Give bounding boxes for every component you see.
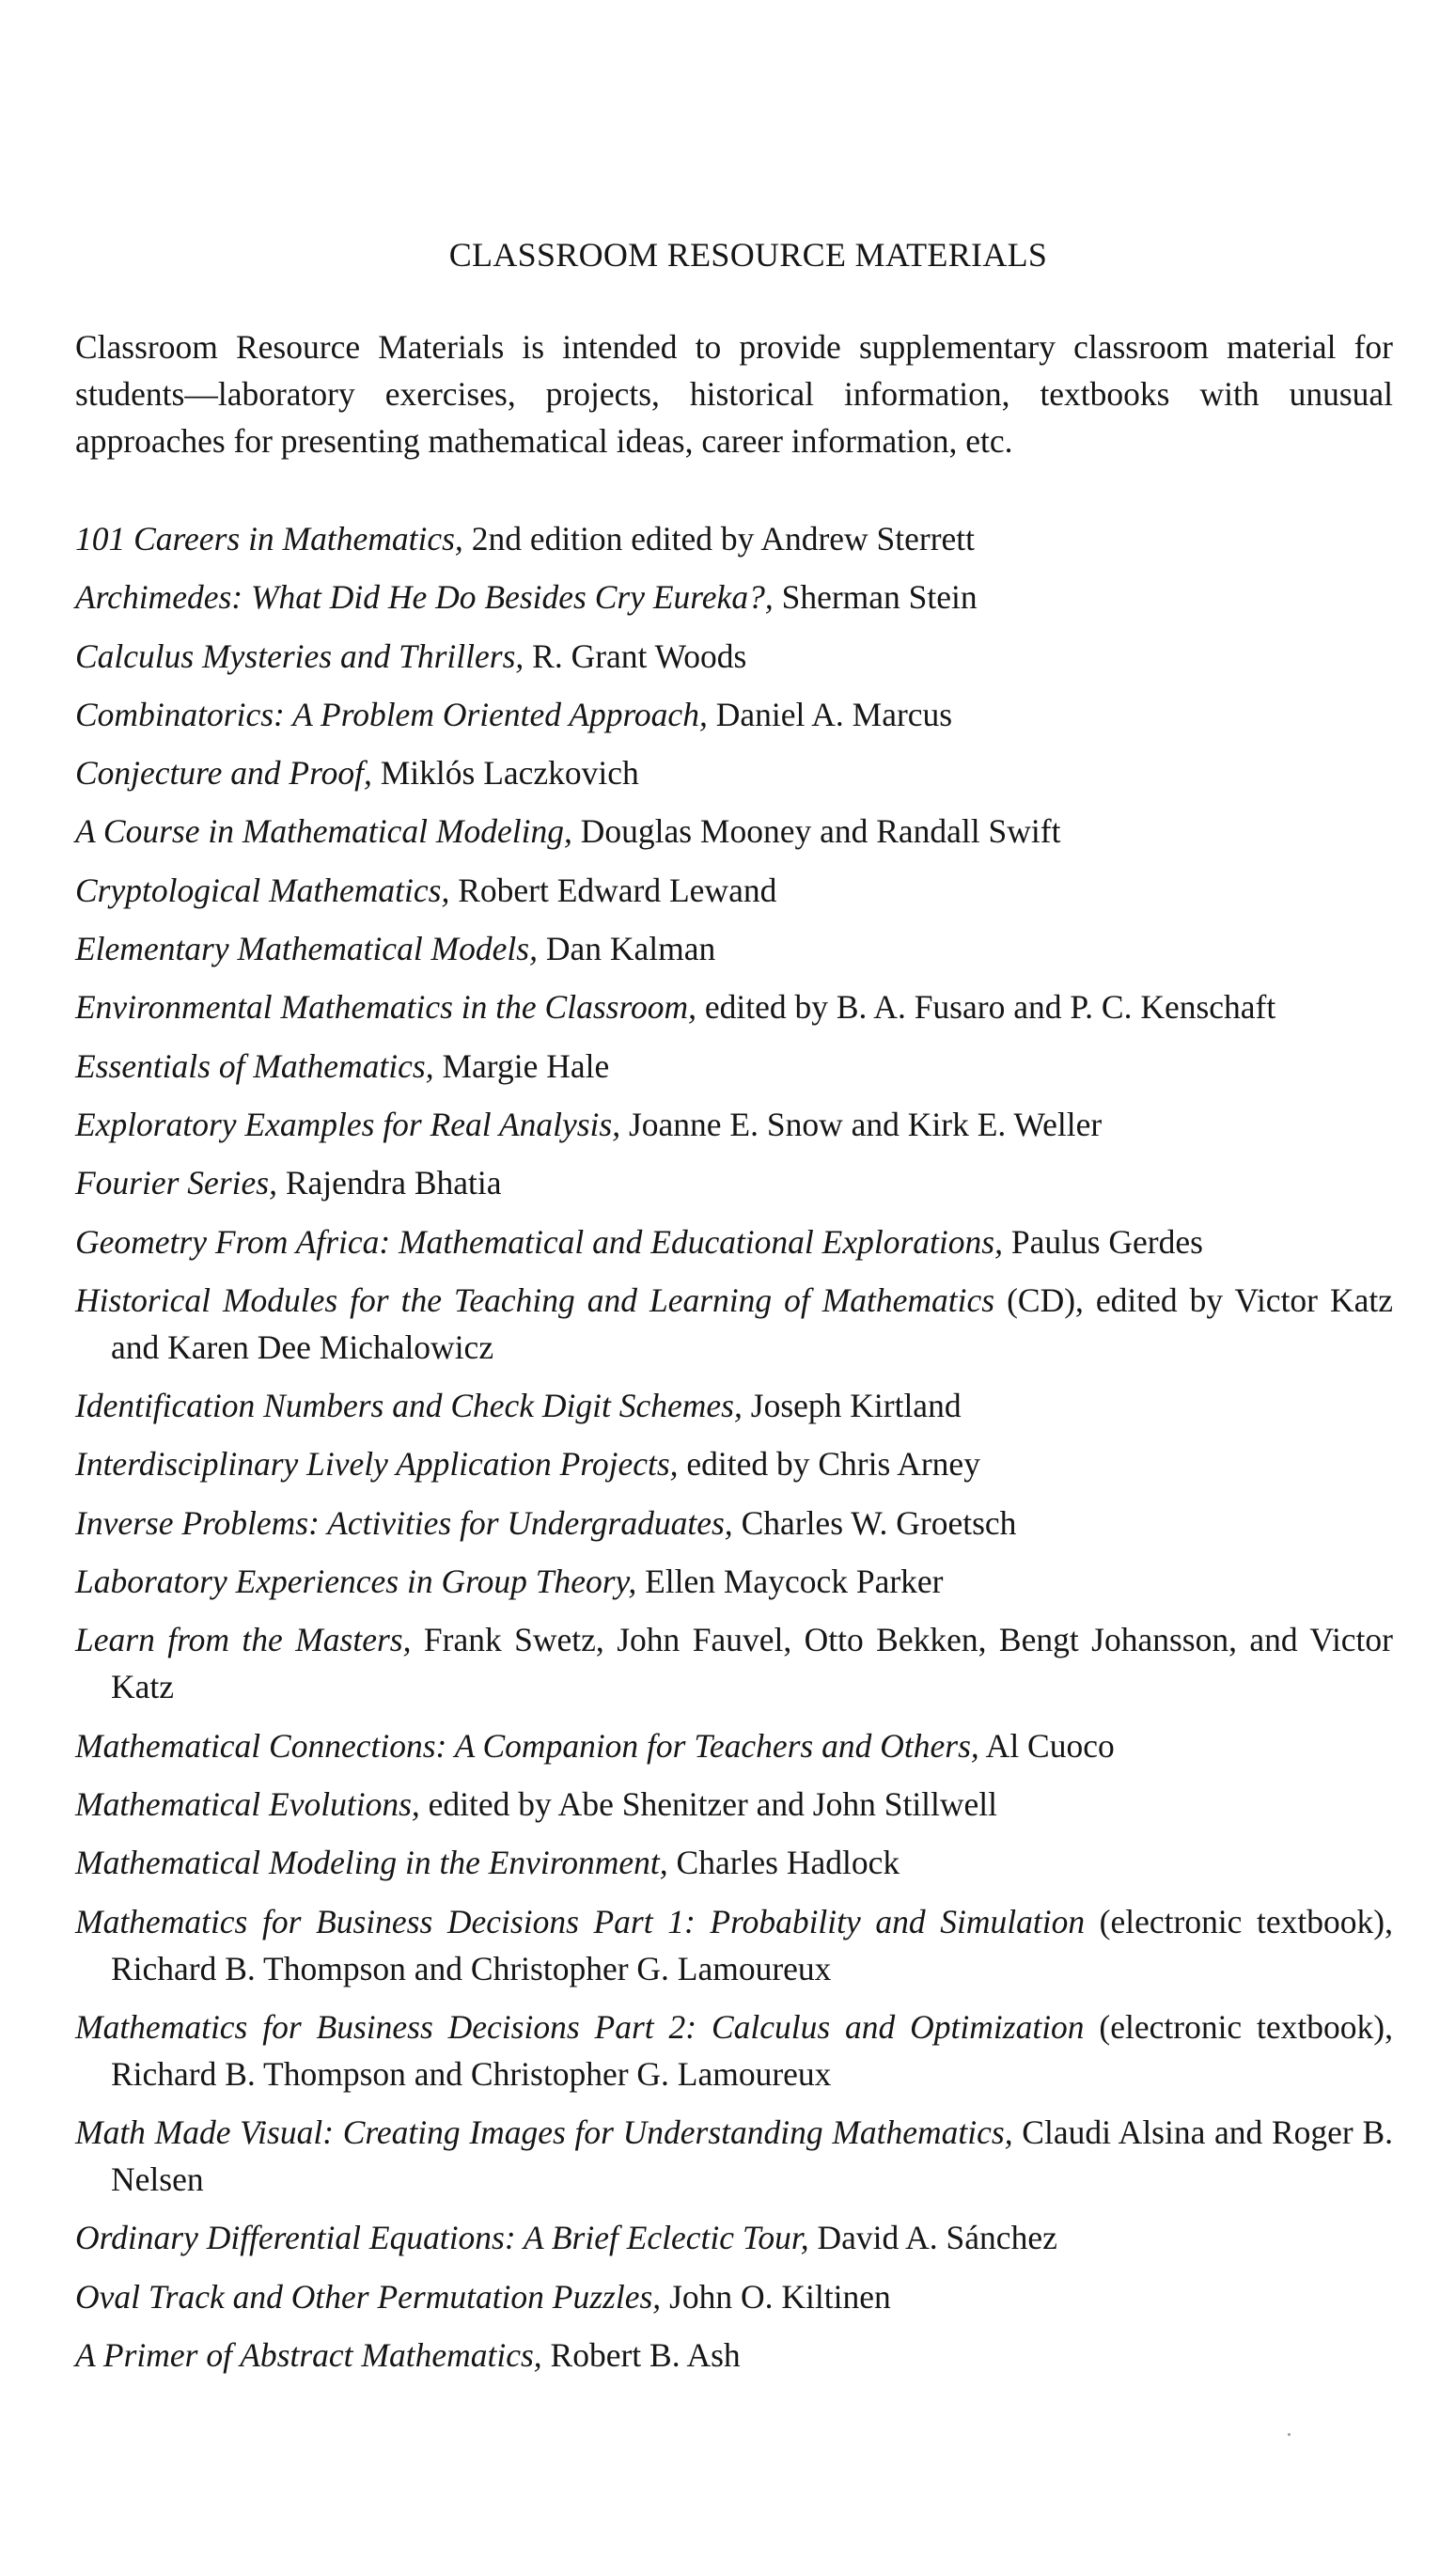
- book-title: Learn from the Masters,: [75, 1621, 412, 1659]
- book-authors: (CD), edited by Victor Katz and Karen Dee Michalowicz: [111, 1280, 1393, 1366]
- book-title: Laboratory Experiences in Group Theory,: [75, 1563, 637, 1601]
- book-authors: Rajendra Bhatia: [276, 1164, 502, 1202]
- book-authors: (electronic textbook), Richard B. Thompson and Christopher G. Lamoureux: [111, 1902, 1393, 1987]
- book-title: Essentials of Mathematics,: [75, 1046, 434, 1085]
- book-title: Exploratory Examples for Real Analysis,: [75, 1105, 621, 1143]
- book-authors: David A. Sánchez: [808, 2219, 1057, 2257]
- book-title: Mathematics for Business Decisions Part 1: Probability and Simulation: [75, 1902, 1086, 1940]
- book-title: Identification Numbers and Check Digit Schemes,: [75, 1387, 743, 1425]
- list-item: [75, 1558, 1393, 1605]
- book-authors: John O. Kiltinen: [661, 2277, 891, 2316]
- list-item: [75, 573, 1393, 620]
- list-item: [75, 983, 1393, 1030]
- book-authors: Charles W. Groetsch: [732, 1503, 1017, 1542]
- book-authors: Paulus Gerdes: [1002, 1222, 1203, 1261]
- list-item: [75, 633, 1393, 680]
- book-title: Environmental Mathematics in the Classroom,: [75, 988, 696, 1027]
- book-title: Interdisciplinary Lively Application Projects,: [75, 1445, 679, 1484]
- book-title: Elementary Mathematical Models,: [75, 930, 538, 968]
- book-title: Math Made Visual: Creating Images for Understanding Mathematics,: [75, 2113, 1013, 2152]
- book-title: Combinatorics: A Problem Oriented Approach,: [75, 695, 708, 733]
- book-authors: Margie Hale: [433, 1046, 610, 1085]
- scan-speck: [1288, 2433, 1291, 2436]
- list-item: [75, 867, 1393, 914]
- book-authors: Douglas Mooney and Randall Swift: [571, 812, 1061, 851]
- book-title: Ordinary Differential Equations: A Brief Eclectic Tour,: [75, 2219, 809, 2257]
- book-authors: Sherman Stein: [773, 578, 978, 617]
- book-authors: 2nd edition edited by Andrew Sterrett: [462, 520, 976, 558]
- book-title: Geometry From Africa: Mathematical and Educational Explorations,: [75, 1222, 1003, 1261]
- list-item: [75, 2109, 1393, 2203]
- book-authors: Charles Hadlock: [667, 1844, 900, 1882]
- list-item: [75, 749, 1393, 796]
- book-title: Calculus Mysteries and Thrillers,: [75, 636, 524, 675]
- book-authors: Joseph Kirtland: [742, 1387, 962, 1425]
- book-title: Mathematical Evolutions,: [75, 1784, 420, 1823]
- book-title: Mathematical Modeling in the Environment,: [75, 1844, 668, 1882]
- page-title: CLASSROOM RESOURCE MATERIALS: [448, 236, 1048, 274]
- book-title: Mathematics for Business Decisions Part 2: Calculus and Optimization: [75, 2007, 1085, 2046]
- list-item: [75, 691, 1393, 738]
- list-item: [75, 2214, 1393, 2261]
- list-item: [75, 1500, 1393, 1547]
- book-authors: edited by B. A. Fusaro and P. C. Kenschaft: [696, 988, 1276, 1027]
- list-item: [75, 515, 1393, 562]
- book-authors: Frank Swetz, John Fauvel, Otto Bekken, Bengt Johansson, and Victor Katz: [111, 1621, 1393, 1706]
- list-item: [75, 2273, 1393, 2320]
- book-authors: Robert B. Ash: [541, 2336, 741, 2375]
- list-item: [75, 1616, 1393, 1710]
- book-title: A Course in Mathematical Modeling,: [75, 812, 572, 851]
- list-item: [75, 808, 1393, 855]
- book-title: Oval Track and Other Permutation Puzzles,: [75, 2277, 662, 2316]
- book-title: Inverse Problems: Activities for Undergraduates,: [75, 1503, 733, 1542]
- list-item: [75, 1839, 1393, 1886]
- book-title: Mathematical Connections: A Companion for Teachers and Others,: [75, 1726, 979, 1765]
- list-item: [75, 1159, 1393, 1206]
- list-item: [75, 1722, 1393, 1769]
- book-authors: Ellen Maycock Parker: [636, 1563, 944, 1601]
- list-item: [75, 2003, 1393, 2097]
- list-item: [75, 1898, 1393, 1992]
- book-title: 101 Careers in Mathematics,: [75, 520, 463, 558]
- book-list: [75, 515, 1393, 2379]
- list-item: [75, 2332, 1393, 2379]
- book-authors: Dan Kalman: [537, 930, 716, 968]
- book-authors: edited by Abe Shenitzer and John Stillwell: [419, 1784, 998, 1823]
- list-item: [75, 1043, 1393, 1090]
- book-title: Fourier Series,: [75, 1164, 277, 1202]
- list-item: [75, 1277, 1393, 1371]
- book-title: Archimedes: What Did He Do Besides Cry Eureka?,: [75, 578, 774, 617]
- book-title: A Primer of Abstract Mathematics,: [75, 2336, 542, 2375]
- page-content: [75, 235, 1393, 2390]
- list-item: [75, 1781, 1393, 1828]
- list-item: [75, 1440, 1393, 1487]
- book-title: Cryptological Mathematics,: [75, 871, 450, 909]
- book-authors: Robert Edward Lewand: [449, 871, 777, 909]
- intro-paragraph: Classroom Resource Materials is intended to provide supplementary classroom material for students—laboratory exercises, projects, historical information, textbooks with unusual approaches for presenting mathematical ideas, career information, etc.: [75, 328, 1393, 460]
- book-title: Conjecture and Proof,: [75, 754, 372, 793]
- list-item: [75, 1101, 1393, 1148]
- book-authors: Claudi Alsina and Roger B. Nelsen: [111, 2113, 1393, 2199]
- list-item: [75, 1382, 1393, 1429]
- book-title: Historical Modules for the Teaching and Learning of Mathematics: [75, 1280, 995, 1319]
- book-authors: Al Cuoco: [978, 1726, 1115, 1765]
- book-authors: Miklós Laczkovich: [371, 754, 639, 793]
- book-authors: Joanne E. Snow and Kirk E. Weller: [620, 1105, 1103, 1143]
- book-authors: (electronic textbook), Richard B. Thompson and Christopher G. Lamoureux: [111, 2007, 1393, 2093]
- list-item: [75, 1218, 1393, 1265]
- book-authors: R. Grant Woods: [524, 636, 747, 675]
- book-authors: edited by Chris Arney: [678, 1445, 980, 1484]
- list-item: [75, 925, 1393, 972]
- book-authors: Daniel A. Marcus: [707, 695, 953, 733]
